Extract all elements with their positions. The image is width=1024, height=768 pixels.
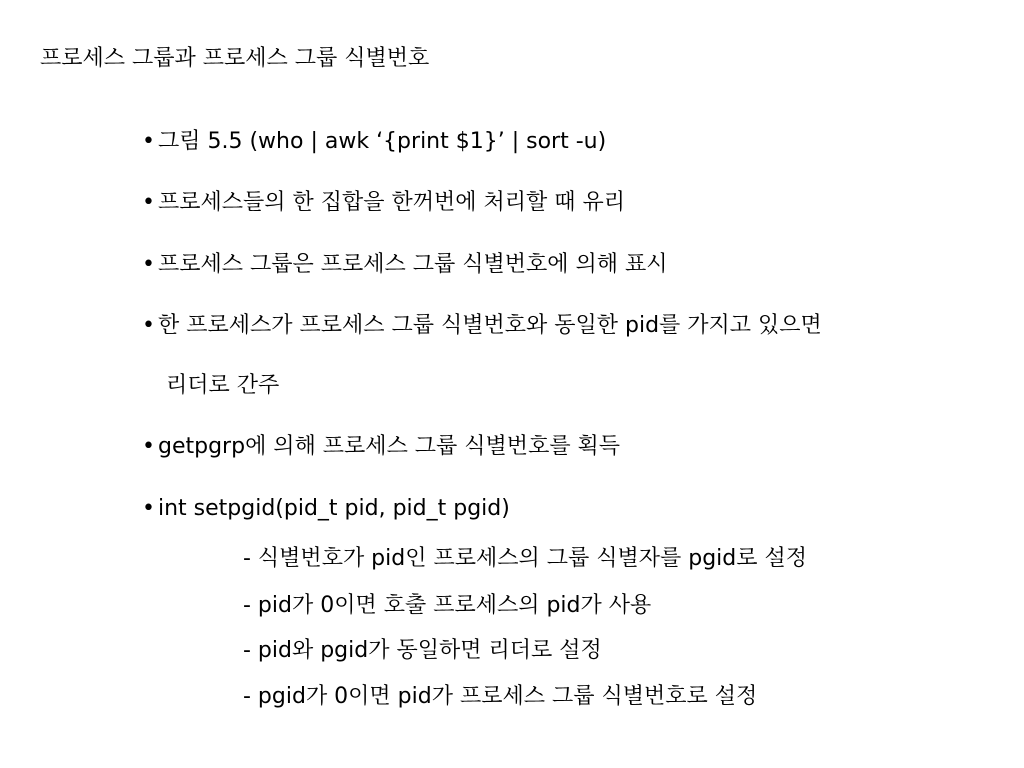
bullet-marker: •	[142, 129, 155, 154]
sub-item: - 식별번호가 pid인 프로세스의 그룹 식별자를 pgid로 설정	[243, 546, 807, 571]
bullet-item	[142, 432, 620, 462]
bullet-marker: •	[142, 496, 155, 521]
sub-item: - pid가 0이면 호출 프로세스의 pid가 사용	[243, 593, 652, 618]
bullet-marker: •	[142, 313, 155, 338]
bullet-text: getpgrp에 의해 프로세스 그룹 식별번호를 획득	[158, 434, 621, 459]
bullet-text: 한 프로세스가 프로세스 그룹 식별번호와 동일한 pid를 가지고 있으면	[158, 313, 822, 338]
bullet-text: int setpgid(pid_t pid, pid_t pgid)	[158, 496, 510, 521]
bullet-text: 프로세스 그룹은 프로세스 그룹 식별번호에 의해 표시	[158, 252, 668, 277]
sub-item: - pgid가 0이면 pid가 프로세스 그룹 식별번호로 설정	[243, 684, 758, 709]
bullet-item	[142, 311, 822, 341]
bullet-item	[142, 127, 606, 157]
bullet-item	[142, 494, 510, 524]
bullet-item	[142, 250, 668, 280]
bullet-continuation: 리더로 간주	[166, 373, 280, 398]
bullet-marker: •	[142, 190, 155, 215]
bullet-text: 프로세스들의 한 집합을 한꺼번에 처리할 때 유리	[158, 190, 626, 215]
sub-item: - pid와 pgid가 동일하면 리더로 설정	[243, 638, 602, 663]
slide-title: 프로세스 그룹과 프로세스 그룹 식별번호	[40, 46, 430, 71]
bullet-marker: •	[142, 434, 155, 459]
bullet-text: 그림 5.5 (who | awk ‘{print $1}’ | sort -u)	[158, 129, 607, 154]
bullet-marker: •	[142, 252, 155, 277]
bullet-item	[142, 188, 625, 218]
